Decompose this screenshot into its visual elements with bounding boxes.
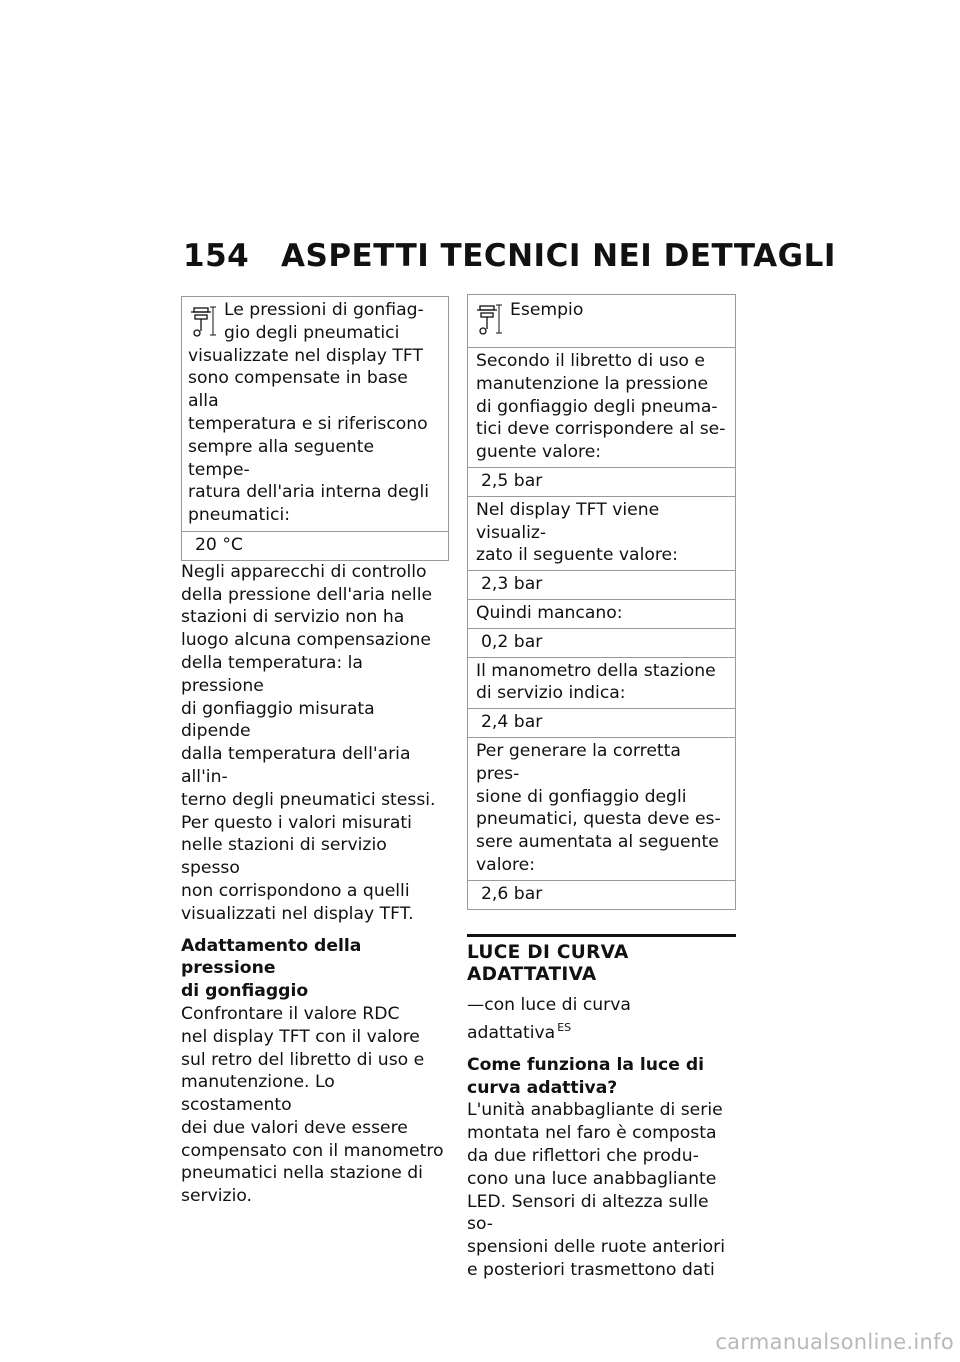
text-line: guente valore: — [476, 442, 602, 463]
text-line: LED. Sensori di altezza sulle so- — [467, 1191, 709, 1235]
watermark: carmanualsonline.info — [715, 1330, 954, 1354]
text-line: e posteriori trasmettono dati — [467, 1259, 715, 1280]
subheading-how-it-works — [467, 1054, 736, 1100]
text-line: non corrispondono a quelli — [181, 880, 410, 901]
note-head-line: gio degli pneumatici — [224, 322, 400, 343]
left-column — [181, 296, 449, 1208]
page-header — [183, 238, 836, 274]
text-line: luogo alcuna compensazione — [181, 630, 431, 651]
text-line: L'unità anabbagliante di serie — [467, 1100, 723, 1121]
text-line: di gonfiaggio misurata dipende — [181, 698, 375, 742]
note-line: pneumatici: — [188, 505, 291, 526]
note-head-line: Le pressioni di gonfiag- — [224, 300, 424, 320]
text-line: cono una luce anabbagliante — [467, 1168, 717, 1189]
paragraph-rdc — [181, 1003, 449, 1208]
text-line: sere aumentata al seguente — [476, 832, 719, 853]
text-line: pneumatici, questa deve es- — [476, 809, 721, 830]
page-number: 154 — [183, 238, 250, 274]
text-line: servizio. — [181, 1186, 253, 1207]
text-line: dalla temperatura dell'aria all'in- — [181, 744, 411, 787]
text-line: zato il seguente valore: — [476, 545, 678, 566]
note-line: visualizzate nel display TFT — [188, 345, 424, 366]
text-line: da due riflettori che produ- — [467, 1145, 699, 1166]
note-line: temperatura e si riferiscono — [188, 413, 428, 434]
text-line: visualizzati nel display TFT. — [181, 903, 414, 924]
text-line: tici deve corrispondere al se- — [476, 419, 726, 440]
example-title: Esempio — [510, 300, 584, 320]
text-line: nelle stazioni di servizio spesso — [181, 835, 387, 879]
example-value: 2,6 bar — [468, 880, 735, 909]
text-line: Per questo i valori misurati — [181, 812, 412, 833]
subheading-line: Adattamento della pressione — [181, 935, 362, 979]
example-value: 2,4 bar — [468, 708, 735, 737]
text-line: di servizio indica: — [476, 683, 626, 704]
text-line: compensato con il manometro — [181, 1140, 444, 1161]
text-line: della temperatura: la pressione — [181, 652, 363, 696]
subheading-line: curva adattiva? — [467, 1077, 618, 1098]
text-line: spensioni delle ruote anteriori — [467, 1237, 725, 1258]
text-line: sione di gonfiaggio degli — [476, 786, 687, 807]
note-body — [188, 345, 440, 527]
example-row — [468, 496, 735, 570]
section-title: LUCE DI CURVA ADATTATIVA — [467, 934, 736, 988]
text-line: Secondo il libretto di uso e — [476, 351, 705, 371]
note-line: sempre alla seguente tempe- — [188, 436, 375, 480]
note-line: ratura dell'aria interna degli — [188, 482, 430, 503]
variant-note — [467, 994, 736, 1045]
example-box — [467, 294, 736, 910]
text-line: stazioni di servizio non ha — [181, 607, 405, 628]
text-line: pneumatici nella stazione di — [181, 1163, 423, 1184]
example-row — [468, 737, 735, 880]
note-line: sono compensate in base alla — [188, 368, 408, 412]
variant-text: —con luce di curva adattativa — [467, 995, 631, 1043]
example-row — [468, 657, 735, 709]
text-line: terno degli pneumatici stessi. — [181, 789, 436, 810]
variant-code: ES — [557, 1020, 572, 1034]
subheading-line: di gonfiaggio — [181, 981, 309, 1002]
paragraph-compensation — [181, 561, 449, 926]
text-line: di gonfiaggio degli pneuma- — [476, 396, 718, 417]
note-value: 20 °C — [182, 531, 448, 560]
subheading-line: Come funziona la luce di — [467, 1054, 705, 1075]
note-box — [181, 296, 449, 561]
text-line: Per generare la corretta pres- — [476, 740, 681, 784]
text-line: Il manometro della stazione — [476, 660, 716, 681]
text-line: sul retro del libretto di uso e — [181, 1049, 425, 1070]
text-line: manutenzione la pressione — [476, 373, 709, 394]
text-line: della pressione dell'aria nelle — [181, 584, 433, 605]
technical-detail-icon — [474, 297, 510, 337]
text-line: nel display TFT con il valore — [181, 1026, 420, 1047]
example-row — [468, 599, 735, 628]
subheading-pressure-adjust — [181, 935, 449, 1003]
text-line: manutenzione. Lo scostamento — [181, 1072, 335, 1116]
paragraph-adaptive-light — [467, 1099, 736, 1281]
text-line: valore: — [476, 854, 536, 875]
text-line: Confrontare il valore RDC — [181, 1003, 400, 1024]
example-value: 2,3 bar — [468, 570, 735, 599]
text-line: Nel display TFT viene visualiz- — [476, 499, 660, 543]
example-value: 2,5 bar — [468, 467, 735, 496]
text-line: montata nel faro è composta — [467, 1123, 717, 1144]
text-line: Negli apparecchi di controllo — [181, 561, 427, 582]
text-line: dei due valori deve essere — [181, 1117, 408, 1138]
page-title: ASPETTI TECNICI NEI DETTAGLI — [281, 238, 836, 274]
example-value: 0,2 bar — [468, 628, 735, 657]
technical-detail-icon — [188, 299, 224, 339]
example-row — [468, 347, 735, 467]
text-line: Quindi mancano: — [476, 602, 623, 623]
right-column — [467, 294, 736, 1282]
